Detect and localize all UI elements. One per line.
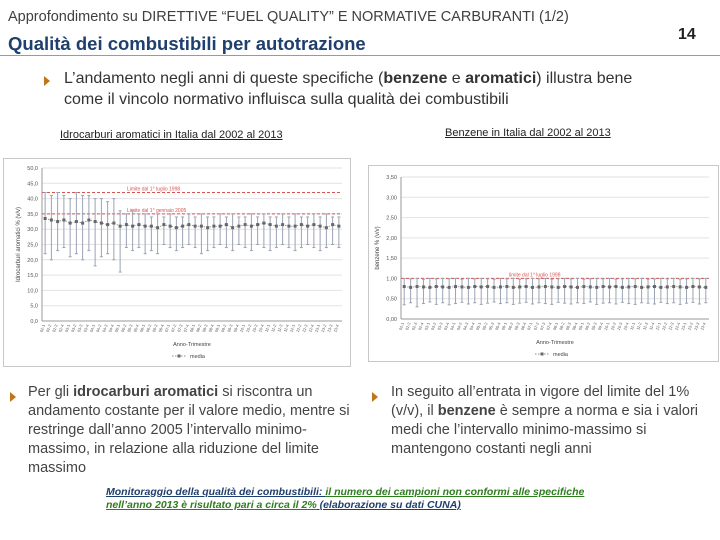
mean-point [231, 226, 234, 229]
mean-point [200, 225, 203, 228]
x-tick-label: 08-3 [201, 323, 209, 333]
mean-point [525, 285, 528, 288]
footer-text-1: Monitoraggio della qualità dei combustibili: [106, 486, 326, 498]
x-tick-label: 06-1 [138, 323, 147, 333]
triangle-bullet-icon [372, 389, 378, 407]
x-tick-label: 12-3 [667, 321, 675, 331]
mean-point [531, 286, 534, 289]
right-bullet-bold: benzene [437, 403, 496, 419]
mean-point [331, 223, 334, 226]
left-bullet-text-2: si riscontra un andamento costante per il valore medio, mentre si restringe dall’anno 2005 l’intervallo minimo-massimo, in relazione alla riduzione del limite massimo [28, 384, 350, 476]
x-tick-label: 12-3 [301, 323, 309, 333]
mean-point [454, 285, 457, 288]
chart-benzene-svg [369, 166, 718, 361]
mean-point [550, 285, 553, 288]
x-tick-label: 04-1 [449, 321, 457, 331]
x-tick-label: 12-2 [294, 323, 303, 333]
chart-aromatici [3, 158, 351, 367]
supertitle: Approfondimento su DIRETTIVE “FUEL QUALITY” E NORMATIVE CARBURANTI (1/2) [8, 9, 569, 25]
right-bullet-text-1: In seguito all’entrata in vigore del limite del 1% (v/v), il [391, 384, 690, 419]
mean-point [237, 225, 240, 228]
x-tick-label: 13-4 [332, 323, 340, 333]
mean-point [50, 219, 53, 222]
x-tick-label: 11-2 [269, 323, 278, 333]
intro-bullet [64, 68, 674, 110]
mean-point [435, 285, 438, 288]
mean-point [269, 223, 272, 226]
mean-point [206, 226, 209, 229]
mean-point [647, 285, 650, 288]
mean-point [518, 285, 521, 288]
mean-point [212, 225, 215, 228]
x-tick-label: 09-4 [596, 321, 605, 331]
x-tick-label: 04-4 [107, 323, 115, 333]
mean-point [87, 219, 90, 222]
chart-caption-benzene: Benzene in Italia dal 2002 al 2013 [445, 127, 611, 139]
x-tick-label: 07-2 [532, 321, 540, 331]
x-tick-label: 02-4 [57, 323, 65, 333]
mean-point [156, 226, 159, 229]
page-title: Qualità dei combustibili per autotrazione [8, 33, 366, 54]
x-tick-label: 09-2 [219, 323, 228, 333]
x-tick-label: 08-2 [558, 321, 566, 331]
x-tick-label: 03-4 [442, 321, 451, 331]
mean-point [181, 225, 184, 228]
x-tick-label: 07-1 [526, 321, 534, 331]
mean-point [614, 285, 617, 288]
y-tick-label: 2,00 [386, 235, 397, 242]
legend-marker [178, 355, 181, 358]
mean-point [187, 223, 190, 226]
x-tick-label: 10-1 [603, 321, 611, 331]
triangle-bullet-icon [10, 389, 16, 407]
x-tick-label: 08-3 [564, 321, 572, 331]
intro-text-1: L’andamento negli anni di queste specifiche ( [64, 70, 384, 87]
mean-point [666, 285, 669, 288]
triangle-bullet-icon [44, 73, 50, 91]
x-tick-label: 07-3 [538, 321, 547, 331]
intro-text-2: e [447, 70, 466, 87]
x-tick-label: 13-1 [680, 321, 688, 331]
mean-point [44, 217, 47, 220]
mean-point [131, 225, 134, 228]
x-tick-label: 05-4 [493, 321, 502, 331]
mean-point [169, 225, 172, 228]
mean-point [125, 223, 128, 226]
x-tick-label: 06-3 [151, 323, 159, 333]
footer-text-2: il numero dei campioni non conformi alle specifiche nell’anno 2013 è risultato pari a circa il 2% [106, 486, 585, 511]
x-tick-label: 09-2 [583, 321, 592, 331]
y-tick-label: 20,0 [27, 257, 38, 264]
mean-point [262, 222, 265, 225]
x-tick-label: 04-3 [461, 321, 470, 331]
x-tick-label: 12-2 [660, 321, 669, 331]
mean-point [448, 286, 451, 289]
mean-point [441, 285, 444, 288]
x-tick-label: 12-1 [288, 323, 297, 333]
mean-point [685, 286, 688, 289]
mean-point [81, 222, 84, 225]
y-tick-label: 3,50 [386, 175, 397, 181]
x-axis-label: Anno-Trimestre [536, 340, 574, 346]
mean-point [100, 222, 103, 225]
x-tick-label: 10-4 [257, 323, 265, 333]
mean-point [325, 226, 328, 229]
x-tick-label: 04-2 [94, 323, 103, 333]
mean-point [698, 285, 701, 288]
y-tick-label: 25,0 [27, 242, 38, 249]
mean-point [576, 286, 579, 289]
mean-point [175, 226, 178, 229]
mean-point [137, 223, 140, 226]
x-tick-label: 04-1 [88, 323, 97, 333]
x-tick-label: 08-4 [570, 321, 579, 331]
x-tick-label: 03-3 [436, 321, 444, 331]
x-tick-label: 11-2 [635, 321, 643, 331]
x-tick-label: 04-3 [101, 323, 109, 333]
mean-point [150, 225, 153, 228]
mean-point [582, 285, 585, 288]
left-bullet-bold: idrocarburi aromatici [73, 384, 219, 400]
mean-point [300, 223, 303, 226]
mean-point [640, 286, 643, 289]
x-tick-label: 13-3 [326, 323, 334, 333]
right-bullet-text-2: è sempre a norma e sia i valori medi che l’intervallo minimo-massimo si mantengono costanti negli anni [391, 403, 699, 457]
mean-point [589, 285, 592, 288]
x-tick-label: 02-3 [410, 321, 418, 331]
y-tick-label: 5,0 [30, 303, 38, 310]
mean-point [62, 219, 65, 222]
y-axis-label: benzene % (v/v) [375, 226, 381, 270]
mean-point [403, 285, 406, 288]
x-tick-label: 09-1 [213, 323, 222, 333]
x-tick-label: 12-4 [673, 321, 682, 331]
chart-caption-aromatici: Idrocarburi aromatici in Italia dal 2002 al 2013 [60, 129, 283, 141]
intro-bold-benzene: benzene [383, 70, 448, 87]
x-tick-label: 02-1 [38, 323, 47, 333]
mean-point [505, 285, 508, 288]
x-tick-label: 03-2 [69, 323, 78, 333]
mean-point [544, 285, 547, 288]
mean-point [602, 285, 605, 288]
y-tick-label: 45,0 [27, 181, 38, 188]
x-tick-label: 03-4 [82, 323, 90, 333]
mean-point [75, 220, 78, 223]
x-tick-label: 03-3 [76, 323, 84, 333]
x-tick-label: 13-2 [686, 321, 694, 331]
y-axis-label: Idrocarburi aromatici % (v/v) [16, 206, 22, 283]
mean-point [194, 225, 197, 228]
mean-point [428, 286, 431, 289]
x-tick-label: 02-3 [51, 323, 59, 333]
x-tick-label: 08-1 [188, 323, 197, 333]
mean-point [312, 223, 315, 226]
x-tick-label: 08-1 [551, 321, 560, 331]
intro-text-3: ) illustra bene come il vincolo normativo influisca sulla qualità dei combustibili [64, 70, 633, 108]
mean-point [319, 225, 322, 228]
mean-point [119, 225, 122, 228]
mean-point [512, 286, 515, 289]
x-axis-label: Anno-Trimestre [173, 342, 211, 348]
limit-label: Limite dal 1° gennaio 2005 [127, 207, 187, 214]
x-tick-label: 09-4 [232, 323, 240, 333]
x-tick-label: 11-4 [282, 323, 290, 333]
x-tick-label: 02-4 [416, 321, 425, 331]
mean-point [659, 286, 662, 289]
mean-point [473, 285, 476, 288]
mean-point [460, 285, 463, 288]
mean-point [250, 225, 253, 228]
y-tick-label: 30,0 [27, 227, 38, 234]
x-tick-label: 12-1 [654, 321, 662, 331]
x-tick-label: 05-3 [487, 321, 495, 331]
x-tick-label: 06-4 [157, 323, 165, 333]
x-tick-label: 12-4 [307, 323, 315, 333]
y-tick-label: 15,0 [27, 273, 38, 280]
mean-point [595, 286, 598, 289]
mean-point [337, 225, 340, 228]
x-tick-label: 07-1 [163, 323, 172, 333]
y-tick-label: 1,00 [386, 276, 397, 283]
mean-point [653, 285, 656, 288]
x-tick-label: 03-2 [429, 321, 438, 331]
x-tick-label: 10-4 [622, 321, 630, 331]
left-bullet-text-1: Per gli [28, 384, 74, 400]
y-tick-label: 1,50 [386, 256, 397, 263]
mean-point [287, 225, 290, 228]
y-tick-label: 3,00 [386, 195, 397, 202]
x-tick-label: 07-3 [176, 323, 184, 333]
x-tick-label: 07-4 [182, 323, 190, 333]
y-tick-label: 0,0 [30, 319, 38, 325]
mean-point [281, 223, 284, 226]
y-tick-label: 10,0 [27, 288, 38, 295]
mean-point [563, 285, 566, 288]
mean-point [480, 285, 483, 288]
mean-point [144, 225, 147, 228]
x-tick-label: 10-1 [238, 323, 247, 333]
mean-point [570, 285, 573, 288]
chart-benzene [368, 165, 719, 362]
mean-point [69, 222, 72, 225]
footer-note [106, 486, 596, 512]
x-tick-label: 10-3 [615, 321, 624, 331]
x-tick-label: 11-1 [628, 321, 637, 331]
x-tick-label: 13-4 [699, 321, 707, 331]
y-tick-label: 50,0 [27, 166, 38, 172]
page-number: 14 [678, 26, 696, 43]
limit-label: limite dal 1° luglio 1998 [509, 272, 561, 279]
chart-aromatici-svg [4, 159, 350, 366]
y-tick-label: 0,00 [386, 317, 397, 323]
x-tick-label: 09-3 [226, 323, 234, 333]
x-tick-label: 07-2 [169, 323, 178, 333]
mean-point [627, 285, 630, 288]
mean-point [294, 225, 297, 228]
mean-point [634, 285, 637, 288]
mean-point [112, 222, 115, 225]
y-tick-label: 40,0 [27, 196, 38, 203]
y-tick-label: 2,50 [386, 215, 397, 222]
x-tick-label: 09-1 [577, 321, 585, 331]
x-tick-label: 06-4 [519, 321, 528, 331]
mean-point [56, 220, 59, 223]
x-tick-label: 02-2 [44, 323, 53, 333]
mean-point [608, 285, 611, 288]
x-tick-label: 13-3 [692, 321, 701, 331]
x-tick-label: 04-4 [468, 321, 476, 331]
x-tick-label: 05-1 [113, 323, 122, 333]
x-tick-label: 08-2 [194, 323, 203, 333]
x-tick-label: 02-2 [404, 321, 412, 331]
x-tick-label: 09-3 [590, 321, 598, 331]
mean-point [493, 286, 496, 289]
x-tick-label: 06-2 [506, 321, 515, 331]
limit-label: Limite dal 1° luglio 1998 [127, 186, 181, 193]
x-tick-label: 06-1 [500, 321, 508, 331]
x-tick-label: 06-2 [144, 323, 153, 333]
mean-point [256, 223, 259, 226]
mean-point [537, 285, 540, 288]
x-tick-label: 10-3 [251, 323, 259, 333]
x-tick-label: 05-4 [132, 323, 140, 333]
y-tick-label: 0,50 [386, 296, 397, 303]
footer-text-3: (elaborazione su dati CUNA) [316, 499, 461, 511]
mean-point [225, 223, 228, 226]
mean-point [106, 223, 109, 226]
x-tick-label: 10-2 [244, 323, 253, 333]
mean-point [409, 286, 412, 289]
mean-point [557, 286, 560, 289]
mean-point [244, 223, 247, 226]
mean-point [499, 285, 502, 288]
legend-label: media [553, 352, 568, 358]
mean-point [162, 223, 165, 226]
x-tick-label: 05-2 [481, 321, 489, 331]
x-tick-label: 11-3 [641, 321, 649, 331]
mean-point [672, 285, 675, 288]
right-bullet [391, 383, 711, 459]
mean-point [679, 285, 682, 288]
mean-point [486, 285, 489, 288]
mean-point [621, 286, 624, 289]
x-tick-label: 03-1 [63, 323, 72, 333]
mean-point [416, 285, 419, 288]
mean-point [306, 225, 309, 228]
mean-point [467, 286, 470, 289]
x-tick-label: 02-1 [397, 321, 406, 331]
legend-label: media [190, 354, 205, 360]
x-tick-label: 10-2 [609, 321, 617, 331]
x-tick-label: 13-1 [313, 323, 322, 333]
x-tick-label: 03-1 [423, 321, 431, 331]
mean-point [704, 286, 707, 289]
x-tick-label: 08-4 [207, 323, 215, 333]
x-tick-label: 11-3 [276, 323, 284, 333]
left-bullet [28, 383, 353, 478]
mean-point [94, 220, 97, 223]
x-tick-label: 05-1 [474, 321, 483, 331]
x-tick-label: 11-4 [648, 321, 656, 331]
mean-point [691, 285, 694, 288]
intro-bold-aromatici: aromatici [465, 70, 537, 87]
x-tick-label: 05-2 [119, 323, 128, 333]
mean-point [422, 285, 425, 288]
legend-marker [541, 353, 544, 356]
mean-point [219, 225, 222, 228]
x-tick-label: 13-2 [319, 323, 328, 333]
x-tick-label: 07-4 [545, 321, 553, 331]
x-tick-label: 04-2 [455, 321, 463, 331]
x-tick-label: 11-1 [263, 323, 272, 333]
x-tick-label: 05-3 [126, 323, 134, 333]
mean-point [275, 225, 278, 228]
title-divider [0, 55, 720, 56]
x-tick-label: 06-3 [513, 321, 521, 331]
y-tick-label: 35,0 [27, 211, 38, 218]
